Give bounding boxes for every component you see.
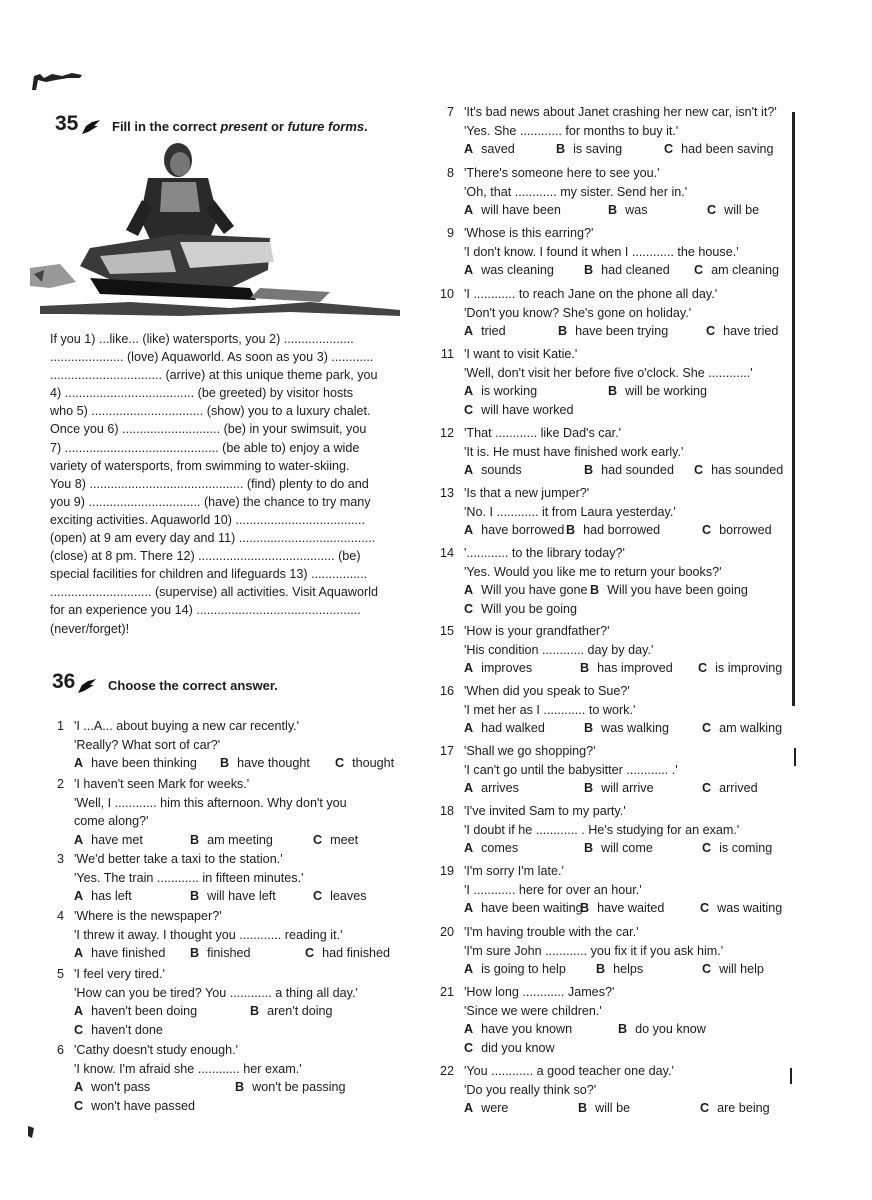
option-text: arrived: [719, 781, 758, 795]
question-text: 'When did you speak to Sue?': [464, 684, 630, 698]
passage-line: (close) at 8 pm. There 12) ....................................... (be): [50, 549, 361, 564]
question-text: 'Since we were children.': [464, 1003, 602, 1018]
option-text: Will you have gone: [481, 583, 588, 597]
option-text: is coming: [719, 841, 773, 855]
answer-option-a[interactable]: [464, 582, 588, 599]
answer-option-c[interactable]: [694, 262, 779, 279]
exercise-35-passage: [50, 330, 400, 638]
question-number: 9: [446, 226, 454, 240]
exercise-arrow-icon: [76, 677, 98, 695]
question-text: '............ to the library today?': [464, 546, 625, 560]
option-letter: A: [74, 1004, 84, 1018]
question-text: 'I haven't seen Mark for weeks.': [74, 777, 250, 791]
question-number: 20: [439, 925, 454, 939]
option-letter: C: [698, 661, 708, 675]
passage-line: for an experience you 14) ...............................................: [50, 603, 361, 618]
question-text: 'Well, don't visit her before five o'clock. She ............': [464, 365, 753, 380]
option-letter: B: [584, 781, 594, 795]
answer-option-b[interactable]: [556, 141, 622, 158]
question-number: 14: [439, 546, 454, 560]
option-text: Will you be going: [481, 601, 578, 616]
answer-option-a[interactable]: [464, 202, 561, 219]
option-text: is working: [481, 384, 538, 398]
answer-option-a[interactable]: [74, 755, 197, 772]
passage-line: variety of watersports, from swimming to water-skiing.: [50, 458, 350, 473]
option-text: have you known: [481, 1022, 573, 1036]
answer-option-a[interactable]: [464, 1021, 572, 1038]
question-text: 'Whose is this earring?': [464, 226, 594, 240]
option-text: will be working: [625, 384, 707, 398]
answer-option-b[interactable]: [584, 840, 653, 857]
option-letter: A: [464, 962, 474, 976]
answer-option-b[interactable]: [596, 961, 643, 978]
option-text: had cleaned: [601, 263, 670, 277]
option-letter: C: [702, 962, 712, 976]
option-text: thought: [352, 756, 395, 770]
answer-option-b[interactable]: [608, 383, 707, 400]
column-divider: [792, 112, 795, 706]
option-text: am walking: [719, 721, 783, 735]
option-letter: C: [335, 756, 345, 770]
answer-option-b[interactable]: [190, 888, 276, 905]
answer-option-c[interactable]: [464, 402, 574, 419]
answer-option-a[interactable]: [464, 1100, 508, 1117]
answer-option-b[interactable]: [580, 900, 664, 917]
question-text: 'I ............ to reach Jane on the phone all day.': [464, 287, 718, 301]
option-text: were: [481, 1101, 509, 1115]
passage-line: 4) ..................................... (be greeted) by visitor hosts: [50, 386, 354, 401]
question-text: 'Yes. Would you like me to return your books?': [464, 564, 722, 579]
answer-option-b[interactable]: [590, 582, 748, 599]
option-letter: B: [596, 962, 606, 976]
option-letter: C: [313, 889, 323, 903]
option-letter: C: [464, 1040, 474, 1055]
scan-mark: [794, 748, 796, 766]
question-text: 'I feel very tired.': [74, 967, 165, 981]
answer-option-a[interactable]: [464, 780, 519, 797]
question-text: 'It is. He must have finished work early.': [464, 444, 684, 459]
question-number: 6: [56, 1043, 64, 1057]
answer-option-c[interactable]: [313, 888, 367, 905]
answer-option-c[interactable]: [700, 1100, 770, 1117]
answer-option-a[interactable]: [464, 840, 518, 857]
answer-option-c[interactable]: [74, 1022, 163, 1039]
option-letter: B: [584, 841, 594, 855]
option-letter: A: [464, 1101, 474, 1115]
passage-line: 7) ............................................ (be able to) enjoy a wide: [50, 440, 360, 455]
option-text: helps: [613, 962, 644, 976]
jet-ski-illustration: [30, 138, 410, 320]
option-letter: C: [305, 946, 315, 960]
exercise-arrow-icon: [80, 118, 102, 136]
question-text: 'I can't go until the babysitter ............ .': [464, 762, 678, 777]
question-number: 21: [439, 985, 454, 999]
answer-option-a[interactable]: [464, 900, 583, 917]
question-text: 'I'm sure John ............ you fix it if you ask him.': [464, 943, 724, 958]
answer-option-c[interactable]: [335, 755, 394, 772]
question-number: 19: [439, 864, 454, 878]
option-letter: A: [464, 901, 474, 915]
option-letter: B: [190, 832, 200, 847]
option-text: will arrive: [601, 781, 654, 795]
option-text: had been saving: [681, 142, 774, 156]
option-letter: B: [220, 756, 230, 770]
option-letter: A: [464, 384, 474, 398]
exercise-36-title: Choose the correct answer.: [108, 678, 278, 693]
option-text: have thought: [237, 756, 310, 770]
option-letter: A: [464, 463, 474, 477]
answer-option-a[interactable]: [74, 1079, 150, 1096]
answer-option-b[interactable]: [190, 832, 273, 849]
question-text: 'I don't know. I found it when I ............ the house.': [464, 244, 739, 259]
answer-option-a[interactable]: [464, 522, 564, 539]
question-text: 'I'm sorry I'm late.': [464, 864, 564, 878]
answer-option-a[interactable]: [464, 383, 537, 400]
answer-option-a[interactable]: [464, 462, 522, 479]
option-text: have finished: [91, 946, 166, 960]
answer-option-c[interactable]: [707, 202, 759, 219]
option-text: will come: [601, 841, 653, 855]
option-text: are being: [717, 1101, 770, 1115]
answer-option-c[interactable]: [698, 660, 782, 677]
answer-option-c[interactable]: [702, 720, 782, 737]
option-text: is improving: [715, 661, 783, 675]
answer-option-a[interactable]: [464, 262, 554, 279]
option-letter: A: [464, 324, 474, 338]
question-number: 7: [446, 105, 454, 119]
answer-option-b[interactable]: [584, 720, 669, 737]
option-text: will have left: [207, 889, 276, 903]
option-letter: B: [590, 583, 600, 597]
option-letter: B: [580, 661, 590, 675]
option-letter: C: [707, 203, 717, 217]
question-text: 'There's someone here to see you.': [464, 166, 660, 180]
option-letter: B: [584, 463, 594, 477]
option-letter: A: [74, 946, 84, 960]
option-letter: B: [580, 901, 590, 915]
option-letter: C: [694, 463, 704, 477]
option-text: do you know: [635, 1022, 706, 1036]
option-letter: C: [702, 781, 712, 795]
question-text: 'I ...A... about buying a new car recently.': [74, 719, 300, 733]
question-number: 10: [439, 287, 454, 301]
option-text: am meeting: [207, 832, 273, 847]
option-text: have borrowed: [481, 523, 565, 537]
question-number: 3: [56, 852, 64, 866]
question-number: 2: [56, 777, 64, 791]
option-letter: B: [190, 946, 200, 960]
answer-option-c[interactable]: [702, 522, 772, 539]
question-number: 17: [439, 744, 454, 758]
option-text: won't pass: [91, 1080, 151, 1094]
option-letter: B: [608, 203, 618, 217]
answer-option-c[interactable]: [694, 462, 783, 479]
option-text: was cleaning: [481, 263, 554, 277]
option-text: is going to help: [481, 962, 566, 976]
question-text: 'Well, I ............ him this afternoon. Why don't you: [74, 795, 347, 810]
passage-line: exciting activities. Aquaworld 10) .....................................: [50, 512, 365, 527]
answer-option-b[interactable]: [584, 462, 674, 479]
answer-option-b[interactable]: [608, 202, 648, 219]
option-letter: A: [74, 889, 84, 903]
option-letter: A: [464, 523, 474, 537]
option-letter: A: [74, 756, 84, 770]
scan-mark-bottom-icon: [26, 1124, 38, 1140]
scan-mark: [790, 1068, 792, 1084]
option-text: will be: [724, 203, 760, 217]
option-text: have been trying: [575, 324, 669, 338]
question-text: 'I doubt if he ............ . He's studying for an exam.': [464, 822, 740, 837]
question-text: 'Where is the newspaper?': [74, 909, 222, 923]
answer-option-a[interactable]: [464, 323, 506, 340]
option-letter: A: [74, 832, 84, 847]
option-text: Will you have been going: [607, 583, 748, 597]
option-text: borrowed: [719, 523, 772, 537]
option-text: have been waiting: [481, 901, 583, 915]
option-text: leaves: [330, 889, 367, 903]
option-letter: A: [464, 583, 474, 597]
option-text: had sounded: [601, 463, 674, 477]
passage-line: (never/forget)!: [50, 621, 130, 636]
scan-mark-top-icon: [30, 68, 90, 94]
option-text: finished: [207, 946, 251, 960]
answer-option-b[interactable]: [578, 1100, 630, 1117]
question-text: 'Cathy doesn't study enough.': [74, 1043, 239, 1057]
option-text: arrives: [481, 781, 519, 795]
passage-line: You 8) ............................................ (find) plenty to do and: [50, 476, 369, 491]
option-text: has left: [91, 889, 132, 903]
question-text: come along?': [74, 814, 149, 828]
option-text: improves: [481, 661, 533, 675]
option-text: did you know: [481, 1040, 555, 1055]
question-number: 13: [439, 486, 454, 500]
exercise-35-title: Fill in the correct present or future forms.: [112, 119, 368, 134]
option-text: haven't been doing: [91, 1004, 198, 1018]
option-letter: C: [702, 841, 712, 855]
question-number: 12: [439, 426, 454, 440]
exercise-35-number: 35: [55, 112, 79, 135]
option-text: was: [625, 203, 648, 217]
option-text: was walking: [601, 721, 670, 735]
option-letter: A: [74, 1080, 84, 1094]
answer-option-b[interactable]: [584, 262, 670, 279]
option-letter: C: [702, 721, 712, 735]
answer-option-c[interactable]: [664, 141, 774, 158]
answer-option-b[interactable]: [250, 1003, 333, 1020]
option-text: has sounded: [711, 463, 784, 477]
option-text: have tried: [723, 324, 779, 338]
question-number: 16: [439, 684, 454, 698]
question-text: 'Oh, that ............ my sister. Send her in.': [464, 184, 688, 199]
option-letter: C: [664, 142, 674, 156]
option-letter: B: [558, 324, 568, 338]
question-number: 18: [439, 804, 454, 818]
question-text: 'I ............ here for over an hour.': [464, 882, 642, 897]
question-text: 'Do you really think so?': [464, 1082, 597, 1097]
option-letter: B: [584, 721, 594, 735]
option-letter: B: [584, 263, 594, 277]
passage-line: who 5) ................................ (show) you to a luxury chalet.: [50, 404, 371, 419]
answer-option-c[interactable]: [702, 780, 758, 797]
answer-option-b[interactable]: [580, 660, 673, 677]
answer-option-c[interactable]: [706, 323, 778, 340]
question-number: 1: [56, 719, 64, 733]
question-text: 'How can you be tired? You ............ a thing all day.': [74, 985, 358, 1000]
answer-option-b[interactable]: [584, 780, 654, 797]
question-text: 'Really? What sort of car?': [74, 737, 221, 752]
option-letter: C: [74, 1022, 84, 1037]
question-number: 15: [439, 624, 454, 638]
question-text: 'You ............ a good teacher one day.': [464, 1064, 674, 1078]
option-letter: B: [190, 889, 200, 903]
option-text: will help: [719, 962, 764, 976]
option-letter: B: [566, 523, 576, 537]
passage-line: If you 1) ...like... (like) watersports, you 2) ....................: [50, 332, 354, 346]
exercise-36-number: 36: [52, 670, 76, 693]
answer-option-c[interactable]: [464, 1040, 555, 1057]
question-text: 'I met her as I ............ to work.': [464, 702, 636, 717]
answer-option-c[interactable]: [74, 1098, 195, 1115]
option-text: won't have passed: [91, 1098, 196, 1113]
option-text: will be: [595, 1101, 631, 1115]
question-text: 'No. I ............ it from Laura yesterday.': [464, 504, 676, 519]
passage-line: Once you 6) ............................ (be) in your swimsuit, you: [50, 422, 367, 437]
option-text: was waiting: [717, 901, 783, 915]
question-text: 'I want to visit Katie.': [464, 347, 578, 361]
option-letter: A: [464, 841, 474, 855]
passage-line: ..................... (love) Aquaworld. As soon as you 3) ............: [50, 350, 374, 365]
question-text: 'Yes. She ............ for months to buy it.': [464, 123, 679, 138]
option-letter: C: [702, 523, 712, 537]
answer-option-c[interactable]: [700, 900, 782, 917]
question-text: 'I know. I'm afraid she ............ her exam.': [74, 1061, 302, 1076]
option-letter: B: [608, 384, 618, 398]
passage-line: special facilities for children and lifeguards 13) ................: [50, 567, 368, 582]
option-letter: C: [694, 263, 704, 277]
answer-option-a[interactable]: [74, 832, 143, 849]
option-letter: B: [618, 1022, 628, 1036]
question-number: 8: [446, 166, 454, 180]
question-number: 4: [56, 909, 64, 923]
option-text: had finished: [322, 946, 391, 960]
answer-option-b[interactable]: [220, 755, 310, 772]
option-text: have met: [91, 832, 143, 847]
option-text: had borrowed: [583, 523, 661, 537]
option-text: saved: [481, 142, 515, 156]
option-letter: A: [464, 142, 474, 156]
answer-option-a[interactable]: [464, 141, 515, 158]
passage-line: (open) at 9 am every day and 11) .......................................: [50, 531, 376, 546]
answer-option-b[interactable]: [235, 1079, 346, 1096]
option-letter: A: [464, 721, 474, 735]
option-letter: C: [313, 832, 323, 847]
question-text: 'I threw it away. I thought you ............ reading it.': [74, 927, 343, 942]
option-letter: B: [578, 1101, 588, 1115]
option-letter: C: [74, 1098, 84, 1113]
answer-option-c[interactable]: [464, 601, 577, 618]
question-text: 'We'd better take a taxi to the station.': [74, 852, 283, 866]
answer-option-a[interactable]: [464, 720, 545, 737]
answer-option-b[interactable]: [618, 1021, 706, 1038]
passage-line: you 9) ................................ (have) the chance to try many: [50, 494, 371, 509]
option-letter: C: [464, 402, 474, 417]
question-text: 'Is that a new jumper?': [464, 486, 590, 500]
option-text: will have been: [481, 203, 561, 217]
question-number: 22: [439, 1064, 454, 1078]
option-letter: A: [464, 203, 474, 217]
option-letter: A: [464, 781, 474, 795]
option-letter: C: [706, 324, 716, 338]
option-text: won't be passing: [252, 1080, 346, 1094]
question-text: 'How long ............ James?': [464, 985, 615, 999]
question-number: 5: [56, 967, 64, 981]
option-text: have waited: [597, 901, 665, 915]
question-text: 'How is your grandfather?': [464, 624, 610, 638]
option-letter: B: [235, 1080, 245, 1094]
answer-option-a[interactable]: [464, 660, 532, 677]
option-letter: C: [464, 601, 474, 616]
option-letter: A: [464, 1022, 474, 1036]
option-text: aren't doing: [267, 1004, 333, 1018]
option-text: will have worked: [481, 402, 574, 417]
option-letter: A: [464, 263, 474, 277]
question-text: 'It's bad news about Janet crashing her new car, isn't it?': [464, 105, 777, 119]
question-text: 'Shall we go shopping?': [464, 744, 596, 758]
answer-option-b[interactable]: [190, 945, 251, 962]
option-letter: C: [700, 901, 710, 915]
option-text: have been thinking: [91, 756, 197, 770]
question-text: 'Don't you know? She's gone on holiday.': [464, 305, 692, 320]
option-text: am cleaning: [711, 263, 780, 277]
option-letter: A: [464, 661, 474, 675]
option-letter: B: [250, 1004, 260, 1018]
question-text: 'His condition ............ day by day.': [464, 642, 654, 657]
answer-option-b[interactable]: [558, 323, 668, 340]
option-letter: B: [556, 142, 566, 156]
answer-option-b[interactable]: [566, 522, 660, 539]
answer-option-c[interactable]: [702, 840, 772, 857]
question-text: 'Yes. The train ............ in fifteen minutes.': [74, 870, 304, 885]
question-text: 'That ............ like Dad's car.': [464, 426, 621, 440]
option-text: tried: [481, 324, 506, 338]
answer-option-a[interactable]: [464, 961, 566, 978]
answer-option-c[interactable]: [305, 945, 390, 962]
option-text: haven't done: [91, 1022, 163, 1037]
passage-line: ................................ (arrive) at this unique theme park, you: [50, 368, 378, 383]
option-text: comes: [481, 841, 519, 855]
option-text: is saving: [573, 142, 623, 156]
question-text: 'I'm having trouble with the car.': [464, 925, 639, 939]
option-text: had walked: [481, 721, 545, 735]
option-text: has improved: [597, 661, 673, 675]
option-text: meet: [330, 832, 359, 847]
option-text: sounds: [481, 463, 522, 477]
question-text: 'I've invited Sam to my party.': [464, 804, 626, 818]
answer-option-a[interactable]: [74, 945, 165, 962]
option-letter: C: [700, 1101, 710, 1115]
answer-option-c[interactable]: [313, 832, 358, 849]
answer-option-c[interactable]: [702, 961, 764, 978]
answer-option-a[interactable]: [74, 1003, 197, 1020]
question-number: 11: [440, 347, 454, 361]
passage-line: ............................. (supervise) all activities. Visit Aquaworld: [50, 585, 379, 600]
answer-option-a[interactable]: [74, 888, 132, 905]
